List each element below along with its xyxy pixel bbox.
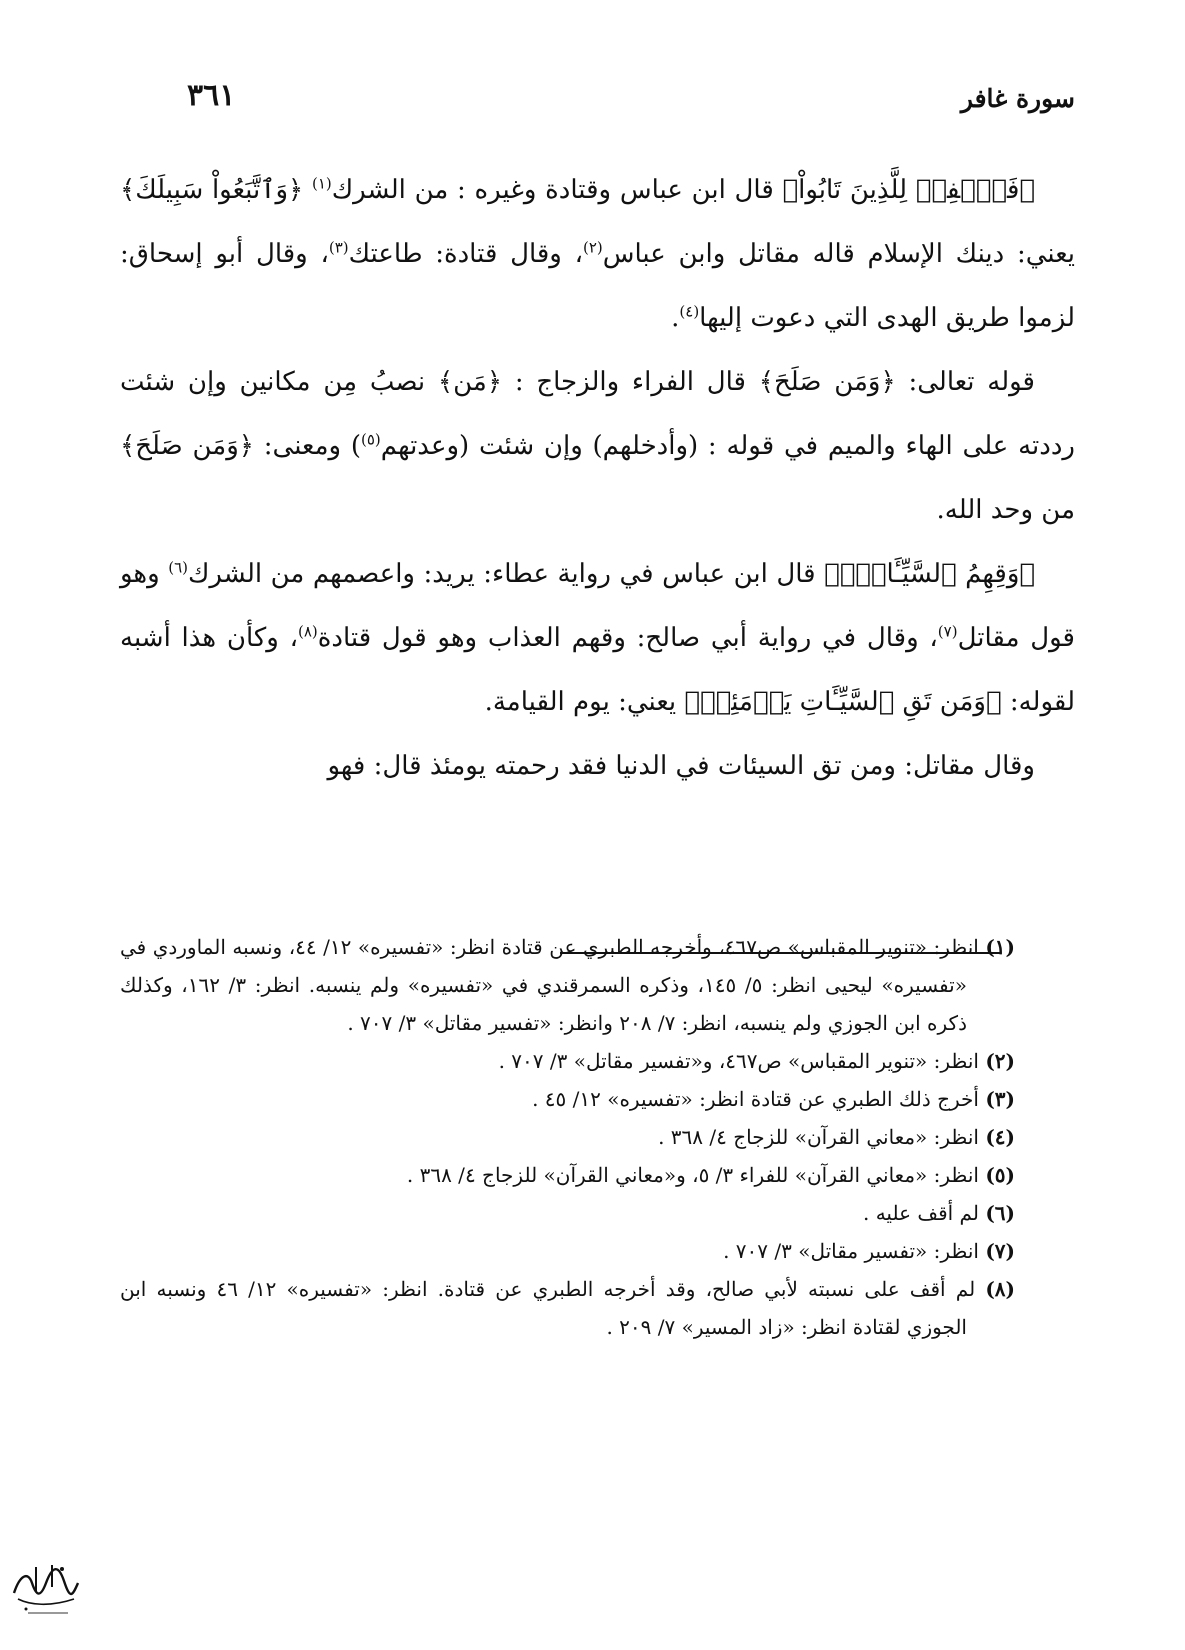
page-number: ٣٦١ [187,78,236,113]
footnote-1 [120,928,1015,1042]
text-run: قال الفراء والزجاج : [502,367,759,397]
footnote-number: (٣) [985,1087,1015,1111]
footnote-6 [120,1194,1015,1232]
paragraph-3 [120,542,1075,734]
footnote-2 [120,1042,1015,1080]
footnote-ref-7: (٧) [937,622,958,641]
text-run: قال ابن عباس وقتادة وغيره : من الشرك [331,175,783,205]
main-text [120,158,1075,798]
footnote-text: لم أقف عليه . [862,1201,986,1225]
paragraph-4 [120,734,1075,798]
footnote-ref-3: (٣) [328,238,349,257]
footnotes [120,928,1015,1346]
footnote-text: انظر: «تنوير المقباس» ص٤٦٧، و«تفسير مقاتل» ٣/ ٧٠٧ . [498,1049,986,1073]
surah-title: سورة غافر [960,84,1075,113]
library-stamp-logo [6,1553,84,1619]
text-run: من وحد الله. [936,495,1075,525]
quran-verse: ﴿فَٱغۡفِرۡ لِلَّذِينَ تَابُواْ﴾ [782,175,1035,205]
text-run: يعني: يوم القيامة. [484,687,685,717]
text-run: وقال مقاتل: ومن تق السيئات في الدنيا فقد رحمته يومئذ قال: فهو [327,751,1035,781]
text-run: يعني: دينك الإسلام قاله مقاتل وابن عباس [602,239,1075,269]
footnote-text: انظر: «معاني القرآن» للزجاج ٤/ ٣٦٨ . [658,1125,986,1149]
footnote-number: (٢) [985,1049,1015,1073]
text-run: ، وكأن هذا أشبه لقوله: [120,623,1075,717]
footnote-ref-4: (٤) [679,302,700,321]
footnote-ref-1: (١) [311,174,332,193]
text-run: . [671,303,680,333]
footnote-text: انظر: «معاني القرآن» للفراء ٣/ ٥، و«معاني القرآن» للزجاج ٤/ ٣٦٨ . [406,1163,986,1187]
footnote-8 [120,1270,1015,1346]
footnote-number: (٧) [985,1239,1015,1263]
footnote-7 [120,1232,1015,1270]
text-run: وهو قول مقاتل [120,559,1075,653]
text-run: ) ومعنى: [254,431,361,461]
footnote-ref-5: (٥) [361,430,381,449]
paragraph-1 [120,158,1075,350]
quran-verse: ﴿وَمَن صَلَحَ﴾ [758,367,896,397]
footnote-ref-8: (٨) [297,622,318,641]
footnote-ref-6: (٦) [168,558,188,577]
footnote-number: (١) [985,935,1016,959]
text-run: قال ابن عباس في رواية عطاء: يريد: واعصمهم من الشرك [187,559,825,589]
footnote-3 [120,1080,1015,1118]
footnote-text: انظر: «تفسير مقاتل» ٣/ ٧٠٧ . [723,1239,986,1263]
footnote-ref-2: (٢) [582,238,603,257]
footnote-number: (٦) [985,1201,1015,1225]
page-header [125,78,1075,122]
footnote-text: لم أقف على نسبته لأبي صالح، وقد أخرجه الطبري عن قتادة. انظر: «تفسيره» ١٢/ ٤٦ ونسبه ابن الجوزي لقتادة انظر: «زاد المسير» ٧/ ٢٠٩ . [120,1277,986,1339]
footnote-text: أخرج ذلك الطبري عن قتادة انظر: «تفسيره» ١٢/ ٤٥ . [532,1087,986,1111]
text-run: نصبُ مِن مكانين وإن شئت رددته على الهاء والميم في قوله : (وأدخلهم) وإن شئت (وعدتهم [120,367,1075,461]
footnote-number: (٥) [985,1163,1015,1187]
quran-verse: ﴿وَٱتَّبَعُواْ سَبِيلَكَ﴾ [120,175,312,205]
text-run: ، وقال في رواية أبي صالح: وقهم العذاب وهو قول قتادة [317,623,938,653]
footnote-4 [120,1118,1015,1156]
footnote-number: (٤) [985,1125,1015,1149]
text-run: ، وقال قتادة: طاعتك [348,239,583,269]
text-run: قوله تعالى: [895,367,1035,397]
footnote-number: (٨) [985,1277,1016,1301]
stamp-text [6,1553,84,1619]
text-run: ، وقال أبو إسحاق: لزموا طريق الهدى التي دعوت إليها [120,239,1075,333]
footnote-5 [120,1156,1015,1194]
quran-verse: ﴿مَن﴾ [437,367,503,397]
paragraph-2 [120,350,1075,542]
footnote-text: انظر: «تنوير المقباس» ص٤٦٧، وأخرجه الطبري عن قتادة انظر: «تفسيره» ١٢/ ٤٤، ونسبه الماوردي في «تفسيره» ليحيى انظر: ٥/ ١٤٥، وذكره السمرقندي في «تفسيره» ولم ينسبه. انظر: ٣/ ١٦٢، وكذلك ذكره ابن الجوزي ولم ينسبه، انظر: ٧/ ٢٠٨ وانظر: «تفسير مقاتل» ٣/ ٧٠٧ . [120,935,986,1035]
quran-verse: ﴿وَقِهِمُ ٱلسَّيِّـَٔاتِۚ﴾ [824,559,1035,589]
quran-verse: ﴿وَمَن صَلَحَ﴾ [120,431,254,461]
quran-verse: ﴿وَمَن تَقِ ٱلسَّيِّـَٔاتِ يَوۡمَئِذٖ﴾ [684,687,1002,717]
